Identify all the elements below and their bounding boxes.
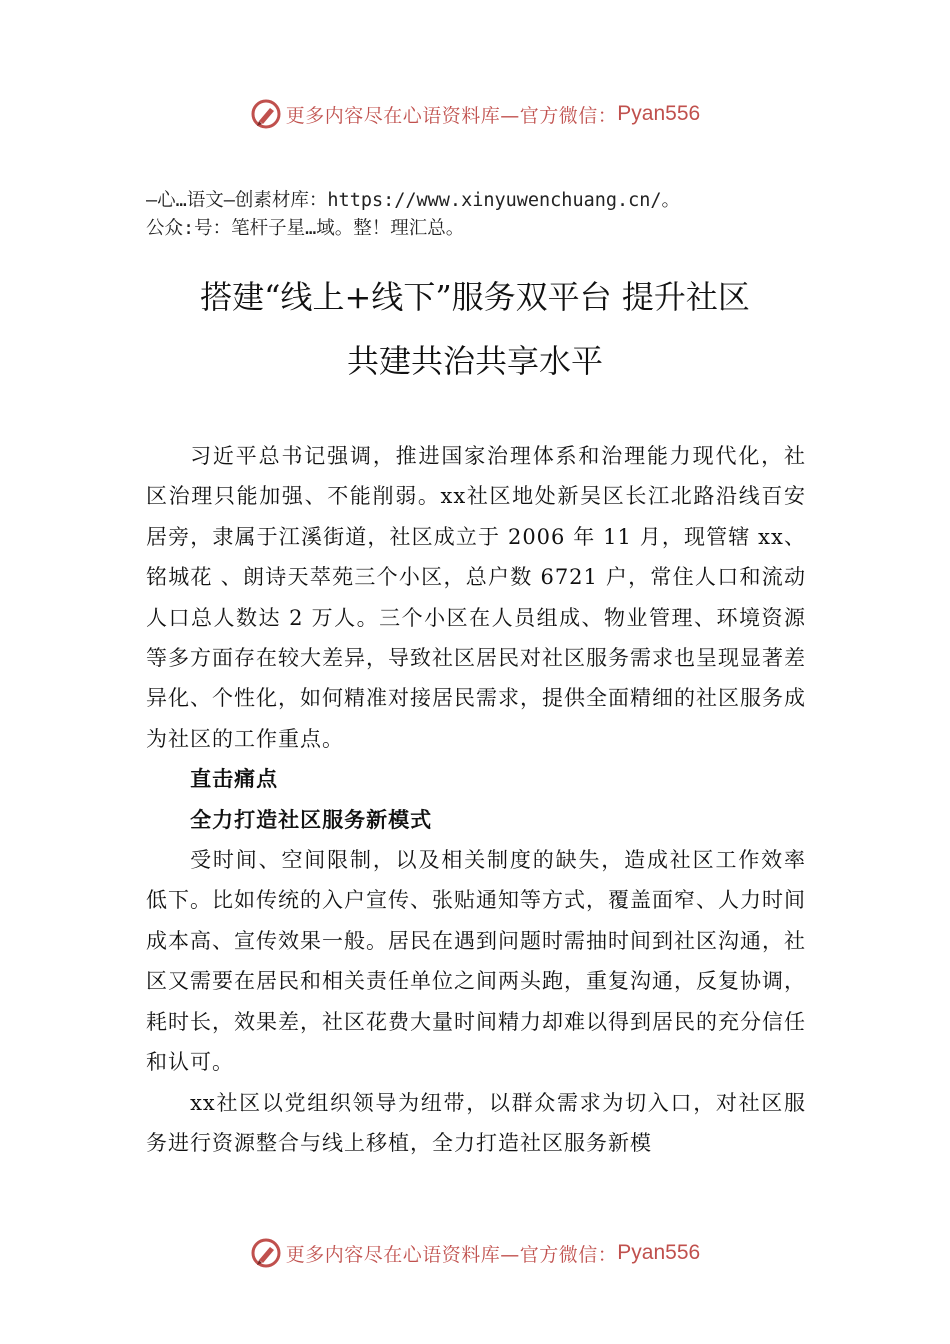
notice-line-1: —心…语文—创素材库：https://www.xinyuwenchuang.cn/。 (146, 190, 681, 211)
pen-logo-icon (250, 98, 282, 130)
paragraph-problem: 受时间、空间限制，以及相关制度的缺失，造成社区工作效率低下。比如传统的入户宣传、张贴通知等方式，覆盖面窄、人力时间成本高、宣传效果一般。居民在遇到问题时需抽时间到社区沟通，社区又需要在居民和相关责任单位之间两头跑，重复沟通，反复协调，耗时长，效果差，社区花费大量时间精力却难以得到居民的充分信任和认可。 (146, 848, 806, 1075)
banner-wechat-id: Pyan556 (617, 102, 701, 125)
paragraph-solution: xx社区以党组织领导为纽带，以群众需求为切入口，对社区服务进行资源整合与线上移植，全力打造社区服务新模 (146, 1090, 806, 1155)
footer-wechat-id: Pyan556 (617, 1241, 701, 1264)
document-title-line-1: 搭建“线上+线下”服务双平台 提升社区 (200, 278, 750, 316)
banner-text: 更多内容尽在心语资料库—官方微信： (285, 104, 618, 127)
document-title-line-2: 共建共治共享水平 (346, 342, 603, 380)
footer-banner (0, 1233, 950, 1273)
section-heading: 直击痛点 (190, 766, 279, 792)
paragraph-intro: 习近平总书记强调，推进国家治理体系和治理能力现代化，社区治理只能加强、不能削弱。xx社区地处新吴区长江北路沿线百安居旁，隶属于江溪街道，社区成立于 2006 年 11 月，现管辖 xx、铭城花 、朗诗天萃苑三个小区，总户数 6721 户，常住人口和流动人口总人数达 2 万人。三个小区在人员组成、物业管理、环境资源等多方面存在较大差异，导致社区居民对社区服务需求也呈现显著差异化、个性化，如何精准对接居民需求，提供全面精细的社区服务成为社区的工作重点。 (146, 444, 806, 751)
document-body (146, 436, 806, 1163)
notice-line-2: 公众:号：笔杆子星…域。整！理汇总。 (146, 218, 465, 239)
footer-banner-text: 更多内容尽在心语资料库—官方微信： (285, 1243, 618, 1266)
pen-logo-icon (250, 1237, 282, 1269)
section-subheading: 全力打造社区服务新模式 (190, 806, 433, 832)
header-banner (0, 94, 950, 134)
